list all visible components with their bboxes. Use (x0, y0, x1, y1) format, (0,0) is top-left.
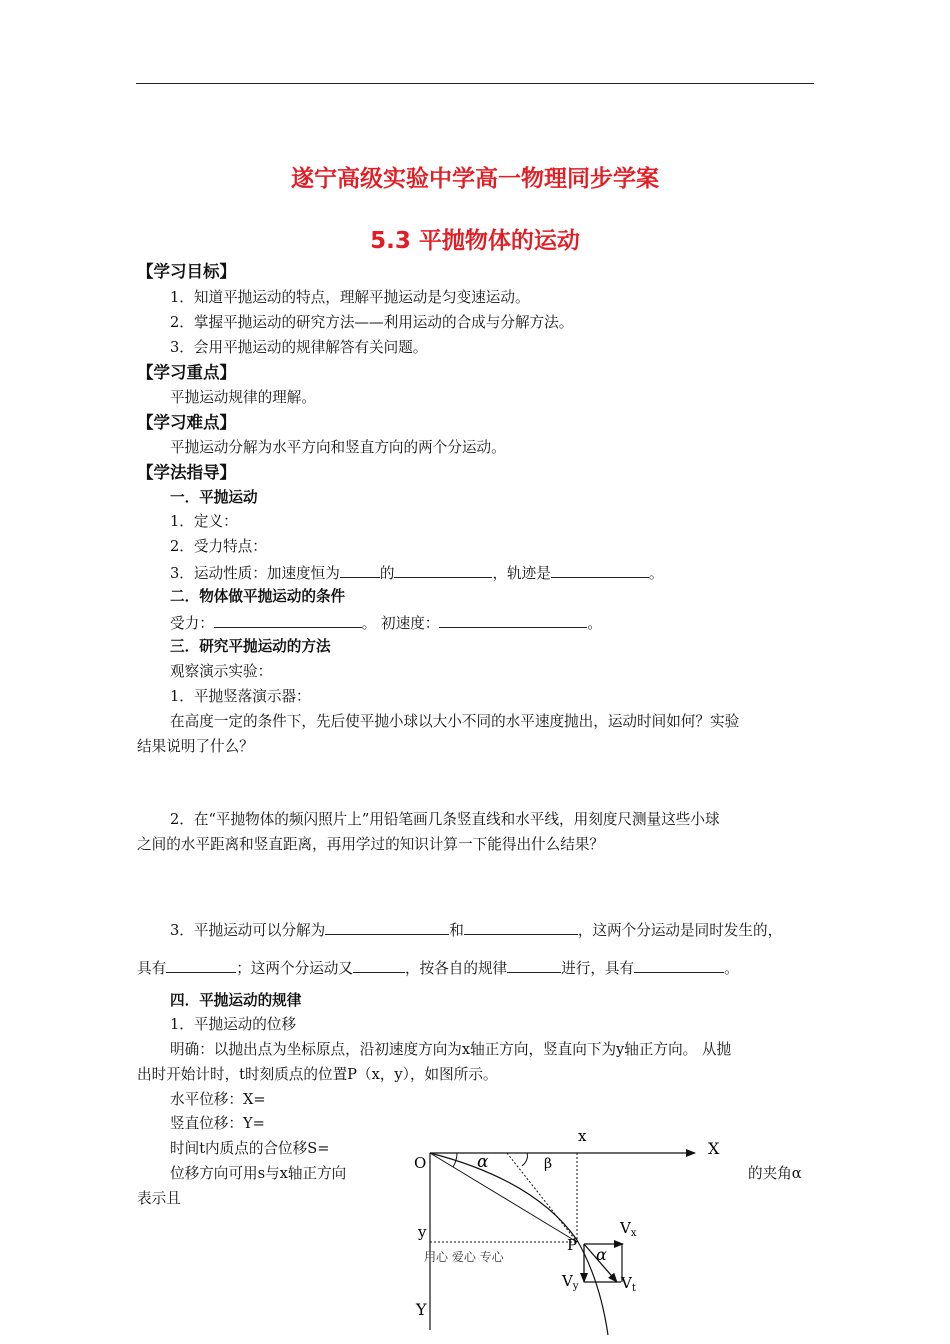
fill-blank[interactable] (340, 562, 380, 578)
goal-item: 1．知道平抛运动的特点，理解平抛运动是匀变速运动。 (170, 289, 530, 306)
s3-item1: 1．平抛竖落演示器： (170, 688, 311, 705)
section3-title: 三．研究平抛运动的方法 (170, 638, 331, 655)
resultant-displacement: 时间t内质点的合位移S= (170, 1140, 330, 1157)
s4-item1: 1．平抛运动的位移 (170, 1016, 297, 1033)
displacement-direction: 位移方向可用s与x轴正方向 (170, 1165, 347, 1182)
projectile-diagram (395, 1120, 725, 1340)
y-axis-label: Y (416, 1300, 427, 1319)
s2-line: 受力： 。 初速度： 。 (170, 612, 602, 634)
difficulties-text: 平抛运动分解为水平方向和竖直方向的两个分运动。 (170, 439, 506, 456)
s1-item3: 3．运动性质：加速度恒为 的 ，轨迹是 。 (170, 562, 663, 584)
s3-observe: 观察演示实验： (170, 663, 273, 680)
fill-blank[interactable] (214, 612, 362, 628)
displacement-line (430, 1153, 577, 1242)
s3-item2: 2．在“平抛物体的频闪照片上”用铅笔画几条竖直线和水平线，用刻度尺测量这些小球 (170, 811, 720, 828)
key-points-heading: 【学习重点】 (137, 363, 236, 382)
key-points-text: 平抛运动规律的理解。 (170, 389, 316, 406)
fill-blank[interactable] (166, 957, 236, 973)
s1-item1: 1．定义： (170, 513, 238, 530)
fill-blank[interactable] (507, 957, 561, 973)
vx-label: $V_x$ (620, 1219, 637, 1239)
alpha-label: α (477, 1152, 489, 1172)
trajectory-curve (430, 1153, 608, 1335)
fill-blank[interactable] (325, 919, 449, 935)
x-axis-label: X (708, 1139, 720, 1158)
s1-item2: 2．受力特点： (170, 538, 267, 555)
fill-blank[interactable] (634, 957, 724, 973)
s3-item3-cont: 具有 ；这两个分运动又 ，按各自的规律 进行，具有 。 (137, 957, 739, 979)
vertical-displacement: 竖直位移：Y= (170, 1115, 265, 1132)
difficulties-heading: 【学习难点】 (137, 413, 236, 432)
x-label-small: x (578, 1127, 587, 1145)
motto-watermark: 用心 爱心 专心 (424, 1250, 504, 1264)
goals-heading: 【学习目标】 (137, 262, 236, 281)
fill-blank[interactable] (353, 957, 405, 973)
s3-item3: 3．平抛运动可以分解为 和 ，这两个分运动是同时发生的， (170, 919, 782, 941)
point-p-label: P (567, 1236, 578, 1254)
s3-question1: 在高度一定的条件下，先后使平抛小球以大小不同的水平速度抛出，运动时间如何？实验 (170, 713, 740, 730)
s3-question1-cont: 结果说明了什么？ (137, 738, 254, 755)
section4-title: 四．平抛运动的规律 (170, 992, 302, 1009)
section2-title: 二．物体做平抛运动的条件 (170, 588, 346, 605)
school-title: 遂宁高级实验中学高一物理同步学案 (291, 166, 659, 192)
fill-blank[interactable] (439, 612, 587, 628)
alpha2-label: α (596, 1245, 607, 1264)
beta-label: β (544, 1156, 553, 1172)
section1-title: 一．平抛运动 (170, 489, 258, 506)
lesson-title: 5.3 平抛物体的运动 (370, 228, 580, 254)
header-rule (136, 83, 814, 84)
displacement-direction-end: 表示且 (137, 1190, 181, 1207)
goal-item: 3．会用平抛运动的规律解答有关问题。 (170, 339, 428, 356)
vy-label: $V_y$ (562, 1272, 579, 1292)
horizontal-displacement: 水平位移：X= (170, 1091, 266, 1108)
y-label-small: y (418, 1223, 427, 1241)
beta-arc (522, 1153, 527, 1166)
vt-label: $V_t$ (621, 1274, 636, 1294)
guide-heading: 【学法指导】 (137, 463, 236, 482)
tangent-line (507, 1153, 577, 1242)
fill-blank[interactable] (464, 919, 578, 935)
displacement-direction-cont: 的夹角α (748, 1165, 802, 1182)
fill-blank[interactable] (551, 562, 649, 578)
goal-item: 2．掌握平抛运动的研究方法——利用运动的合成与分解方法。 (170, 314, 574, 331)
s4-clarify-cont: 出时开始计时，t时刻质点的位置P（x，y），如图所示。 (137, 1066, 498, 1083)
s3-item2-cont: 之间的水平距离和竖直距离，再用学过的知识计算一下能得出什么结果？ (137, 836, 605, 853)
fill-blank[interactable] (394, 562, 492, 578)
origin-label: O (414, 1154, 427, 1172)
s4-clarify: 明确：以抛出点为坐标原点，沿初速度方向为x轴正方向，竖直向下为y轴正方向。 从抛 (170, 1041, 732, 1058)
